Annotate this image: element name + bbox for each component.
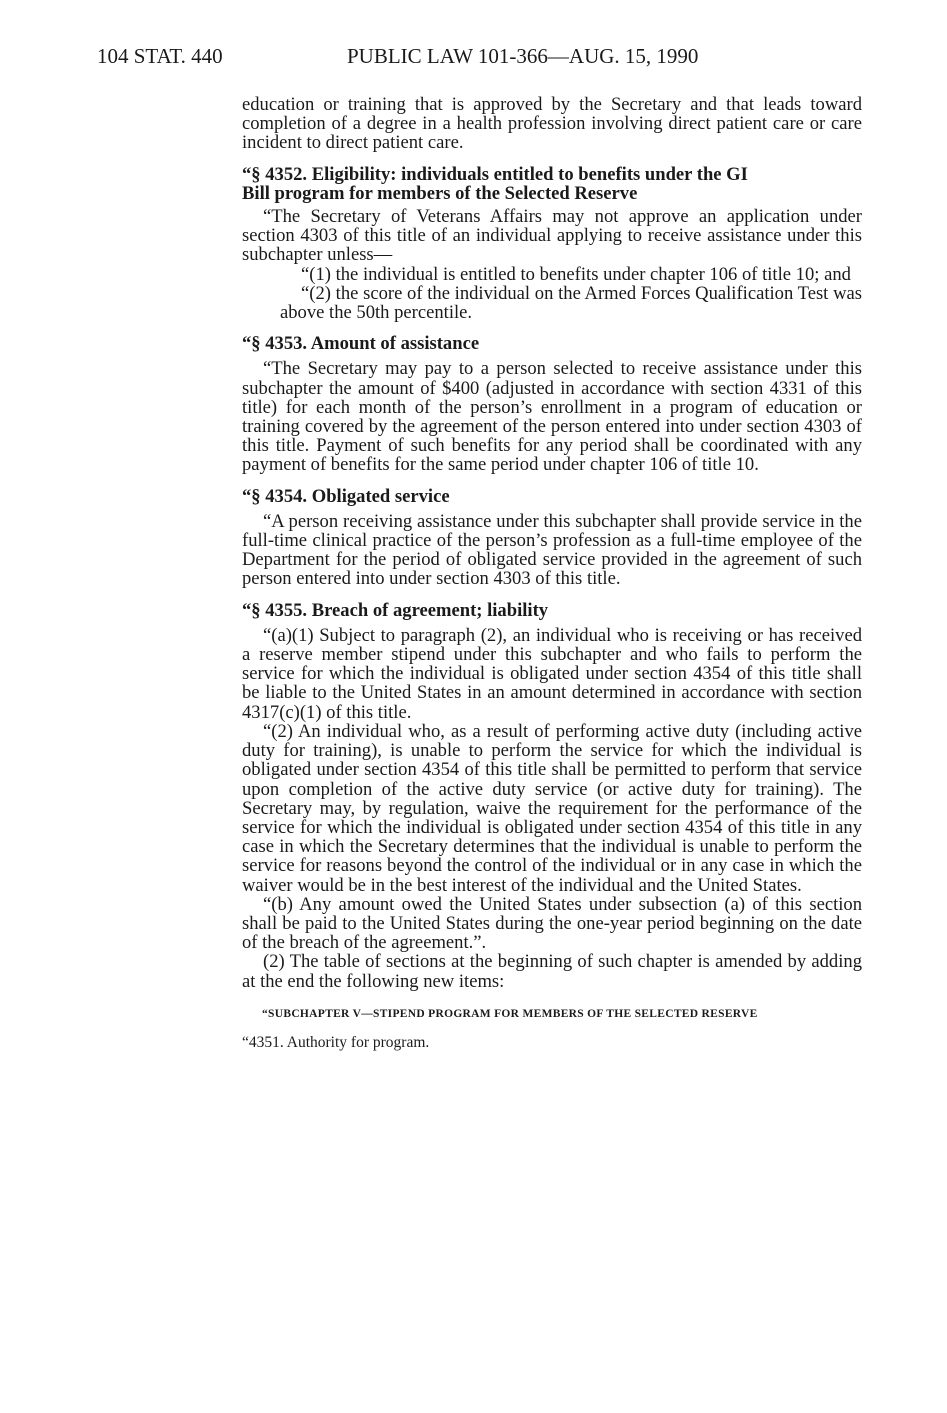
- section-4352-heading-line1: “§ 4352. Eligibility: individuals entitled to benefits under the GI: [242, 163, 748, 185]
- subchapter-heading: “SUBCHAPTER V—STIPEND PROGRAM FOR MEMBERS OF THE SELECTED RESERVE: [262, 1007, 758, 1020]
- section-4353-text: “The Secretary may pay to a person selected to receive assistance under this subchapter the amount of $400 (adjusted in accordance with section 4331 of this title) for each month of the person’s enrollment in a program of education or training covered by the agreement of the person entered into under section 4303 of this title. Payment of such benefits for any period shall be coordinated with any payment of benefits for the same period under chapter 106 of title 10.: [242, 358, 862, 476]
- section-4355-b: “(b) Any amount owed the United States under subsection (a) of this section shall be paid to the United States during the one-year period beginning on the date of the breach of the agreement.”.: [242, 893, 862, 954]
- intro-paragraph: education or training that is approved by the Secretary and that leads toward completion of a degree in a health profession involving direct patient care or care incident to direct patient care.: [242, 94, 862, 154]
- section-4352-text: “The Secretary of Veterans Affairs may not approve an application under section 4303 of this title of an individual applying to receive assistance under this subchapter unless—: [242, 206, 862, 266]
- amendment-paragraph: (2) The table of sections at the beginning of such chapter is amended by adding at the end the following new items:: [242, 951, 862, 992]
- section-4354-text: “A person receiving assistance under this subchapter shall provide service in the full-time clinical practice of the person’s profession as a full-time employee of the Department for the period of obligated service provided in the agreement of such person entered into under section 4303 of this title.: [242, 510, 862, 590]
- table-item-4351: “4351. Authority for program.: [242, 1033, 430, 1051]
- section-4355-a2: “(2) An individual who, as a result of performing active duty (including active duty for training), is unable to perform the service for which the individual is obligated under section 4354 of this title shall be permitted to perform that service upon completion of the active duty service (or active duty for training). The Secretary may, by regulation, waive the requirement for the performance of the service for which the individual is obligated under section 4354 of this title in any case in which the Secretary determines that the individual is unable to perform the service for reasons beyond the control of the individual or in any case in which the waiver would be in the best interest of the individual and the United States.: [242, 720, 862, 896]
- section-4354-heading: “§ 4354. Obligated service: [242, 485, 450, 507]
- stat-page-number: 104 STAT. 440: [97, 44, 223, 68]
- section-4353-heading: “§ 4353. Amount of assistance: [242, 333, 480, 355]
- section-4355-heading: “§ 4355. Breach of agreement; liability: [242, 599, 549, 621]
- law-title-date: PUBLIC LAW 101-366—AUG. 15, 1990: [347, 44, 699, 68]
- section-4352-heading: [242, 165, 862, 203]
- section-4352-item-2: “(2) the score of the individual on the Armed Forces Qualification Test was above the 50th percentile.: [280, 282, 862, 324]
- page-body: [242, 95, 862, 1052]
- section-4352-item-1: “(1) the individual is entitled to benefits under chapter 106 of title 10; and: [301, 263, 851, 285]
- section-4355-a1: “(a)(1) Subject to paragraph (2), an individual who is receiving or has received a reserve member stipend under this subchapter and who fails to perform the service for which the individual is obligated under section 4354 of this title shall be liable to the United States in an amount determined in accordance with section 4317(c)(1) of this title.: [242, 624, 862, 723]
- section-4352-heading-line2: Bill program for members of the Selected Reserve: [242, 182, 638, 204]
